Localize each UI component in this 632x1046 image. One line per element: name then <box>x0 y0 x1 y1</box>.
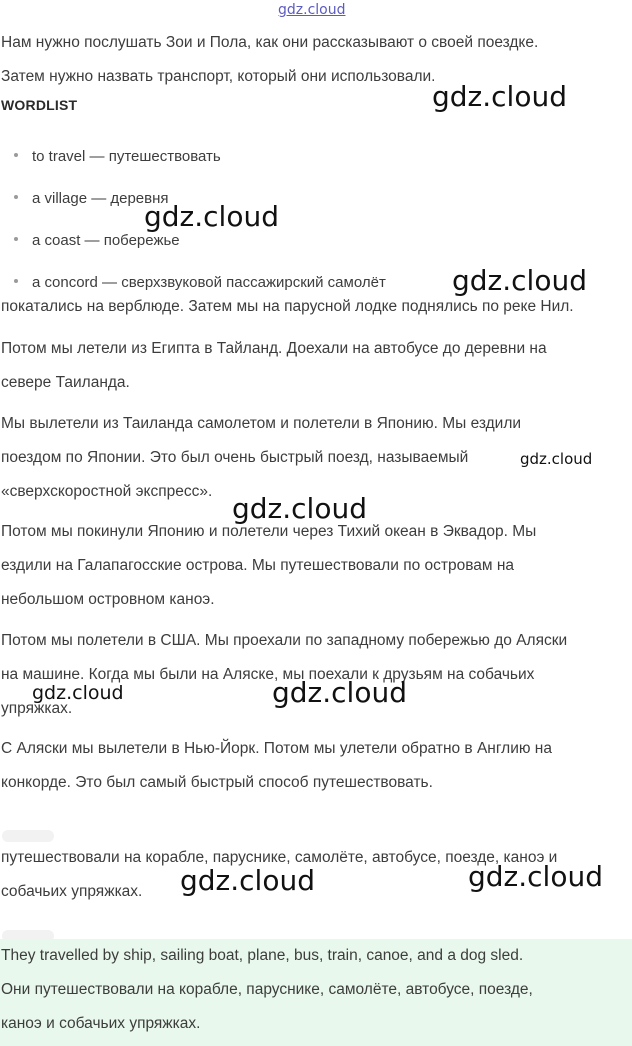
watermark: gdz.cloud <box>180 864 315 897</box>
watermark: gdz.cloud <box>468 860 603 893</box>
bullet-icon <box>14 279 18 283</box>
bullet-icon <box>14 237 18 241</box>
bullet-icon <box>14 195 18 199</box>
answer-box <box>0 939 632 1046</box>
bullet-icon <box>14 153 18 157</box>
summary-line: собачьих упряжках. <box>1 883 143 900</box>
summary-line: путешествовали на корабле, паруснике, самолёте, автобусе, поезде, каноэ и <box>1 849 558 866</box>
watermark: gdz.cloud <box>432 80 567 113</box>
paragraph-line: Потом мы летели из Египта в Тайланд. Доехали на автобусе до деревни на <box>1 340 547 357</box>
paragraph-line: Потом мы покинули Японию и полетели через Тихий океан в Эквадор. Мы <box>1 523 537 540</box>
story-paragraph <box>1 332 631 400</box>
watermark: gdz.cloud <box>32 682 124 704</box>
paragraph-line: поездом по Японии. Это был очень быстрый поезд, называемый <box>1 449 469 466</box>
paragraph-line: «сверхскоростной экспресс». <box>1 483 213 500</box>
answer-line: Они путешествовали на корабле, паруснике, самолёте, автобусе, поезде, <box>1 981 533 998</box>
paragraph-line: Потом мы полетели в США. Мы проехали по западному побережью до Аляски <box>1 632 568 649</box>
wordlist-item-text: a village — деревня <box>32 190 169 207</box>
answer-line: каноэ и собачьих упряжках. <box>1 1015 201 1032</box>
answer-line: They travelled by ship, sailing boat, plane, bus, train, canoe, and a dog sled. <box>1 947 524 964</box>
paragraph-line: небольшом островном каноэ. <box>1 591 215 608</box>
top-watermark: gdz.cloud <box>278 2 346 18</box>
watermark: gdz.cloud <box>144 200 279 233</box>
paragraph-line: севере Таиланда. <box>1 374 130 391</box>
paragraph-line: ездили на Галапагосские острова. Мы путешествовали по островам на <box>1 557 515 574</box>
paragraph-line: конкорде. Это был самый быстрый способ путешествовать. <box>1 774 433 791</box>
wordlist-item-text: to travel — путешествовать <box>32 148 221 165</box>
paragraph-line: Мы вылетели из Таиланда самолетом и полетели в Японию. Мы ездили <box>1 415 522 432</box>
wordlist-item-text: a coast — побережье <box>32 232 180 249</box>
paragraph-line: покатались на верблюде. Затем мы на парусной лодке поднялись по реке Нил. <box>1 298 574 315</box>
wordlist-item-text: a concord — сверхзвуковой пассажирский самолёт <box>32 274 386 291</box>
intro-line: Нам нужно послушать Зои и Пола, как они рассказывают о своей поездке. <box>1 34 539 51</box>
answer-text <box>1 939 631 1041</box>
watermark: gdz.cloud <box>272 676 407 709</box>
watermark: gdz.cloud <box>520 450 593 468</box>
watermark: gdz.cloud <box>232 492 367 525</box>
watermark: gdz.cloud <box>452 264 587 297</box>
paragraph-line: упряжках. <box>1 700 73 717</box>
intro-line: Затем нужно назвать транспорт, который они использовали. <box>1 68 436 85</box>
paragraph-line: С Аляски мы вылетели в Нью-Йорк. Потом мы улетели обратно в Англию на <box>1 740 552 757</box>
wordlist-item <box>14 145 221 169</box>
paragraph-line: на машине. Когда мы были на Аляске, мы поехали к друзьям на собачьих <box>1 666 535 683</box>
story-paragraph <box>1 624 631 726</box>
wordlist-title: WORDLIST <box>1 97 78 113</box>
story-paragraph <box>1 732 631 800</box>
story-paragraph <box>1 515 631 617</box>
